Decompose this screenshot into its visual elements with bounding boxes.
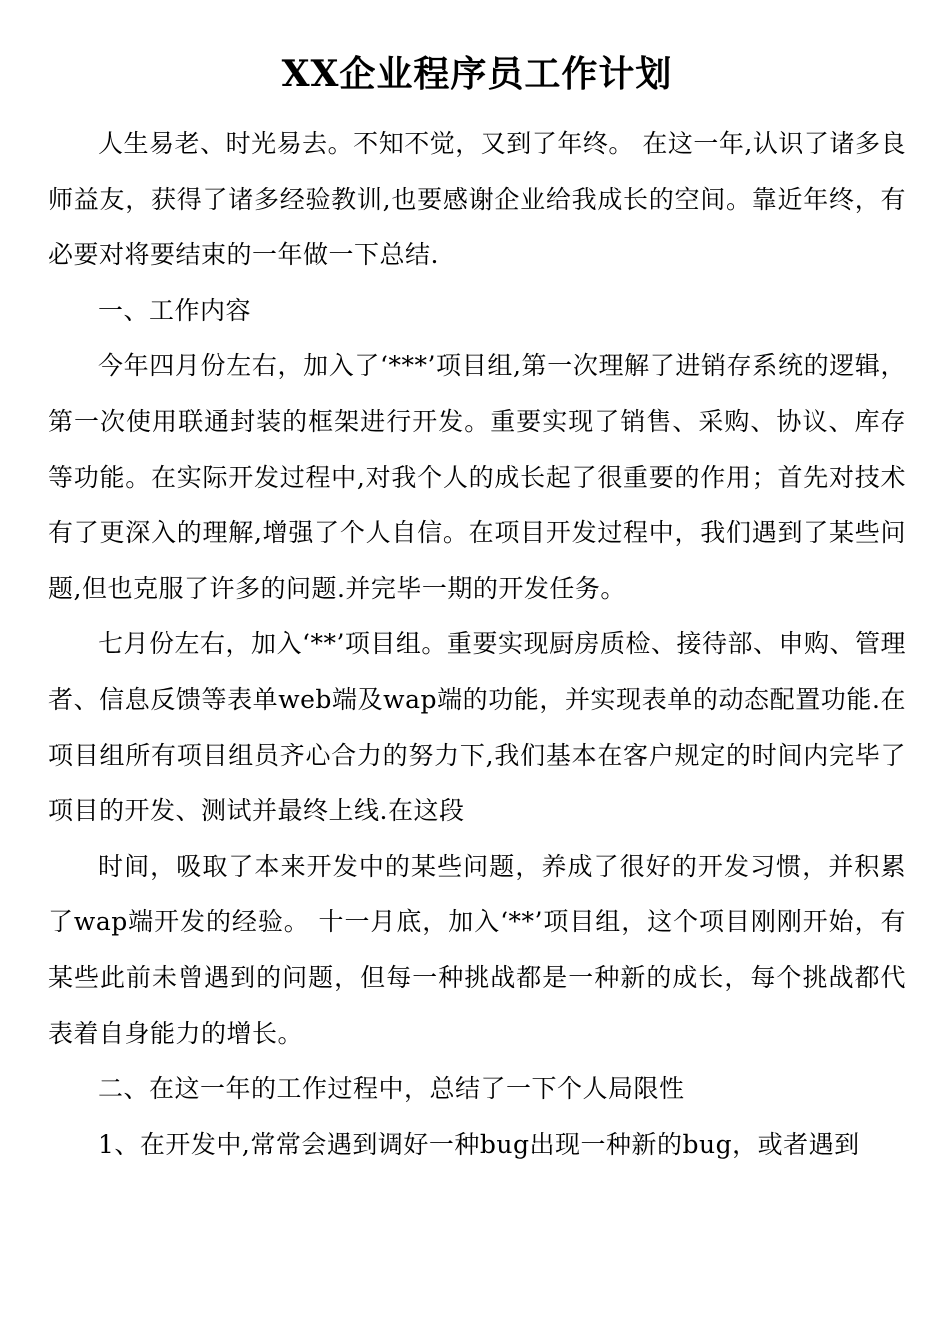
paragraph-limitation-1: 1、在开发中,常常会遇到调好一种bug出现一种新的bug，或者遇到 [98, 1129, 860, 1159]
paragraph-november-project: 时间，吸取了本来开发中的某些问题，养成了很好的开发习惯，并积累了wap端开发的经验。 十一月底，加入‘**’项目组，这个项目刚刚开始，有某些此前未曾遇到的问题，但每一种挑战都是一种新的成长，每个挑战都代表着自身能力的增长。 [48, 851, 906, 1048]
section-heading-limitations: 二、在这一年的工作过程中，总结了一下个人局限性 [98, 1074, 685, 1104]
document-title: XX企业程序员工作计划 [281, 53, 673, 95]
section-heading-work-content: 一、工作内容 [98, 295, 252, 325]
paragraph-july-project: 七月份左右，加入‘**’项目组。重要实现厨房质检、接待部、申购、管理者、信息反馈等表单web端及wap端的功能，并实现表单的动态配置功能.在项目组所有项目组员齐心合力的努力下,我们基本在客户规定的时间内完毕了项目的开发、测试并最终上线.在这段 [48, 629, 906, 826]
paragraph-intro: 人生易老、时光易去。不知不觉，又到了年终。 在这一年,认识了诸多良师益友，获得了诸多经验教训,也要感谢企业给我成长的空间。靠近年终，有必要对将要结束的一年做一下总结. [48, 129, 906, 270]
paragraph-april-project: 今年四月份左右，加入了‘***’项目组,第一次理解了进销存系统的逻辑，第一次使用联通封装的框架进行开发。重要实现了销售、采购、协议、库存等功能。在实际开发过程中,对我个人的成长起了很重要的作用；首先对技术有了更深入的理解,增强了个人自信。在项目开发过程中，我们遇到了某些问题,但也克服了许多的问题.并完毕一期的开发任务。 [48, 351, 906, 603]
